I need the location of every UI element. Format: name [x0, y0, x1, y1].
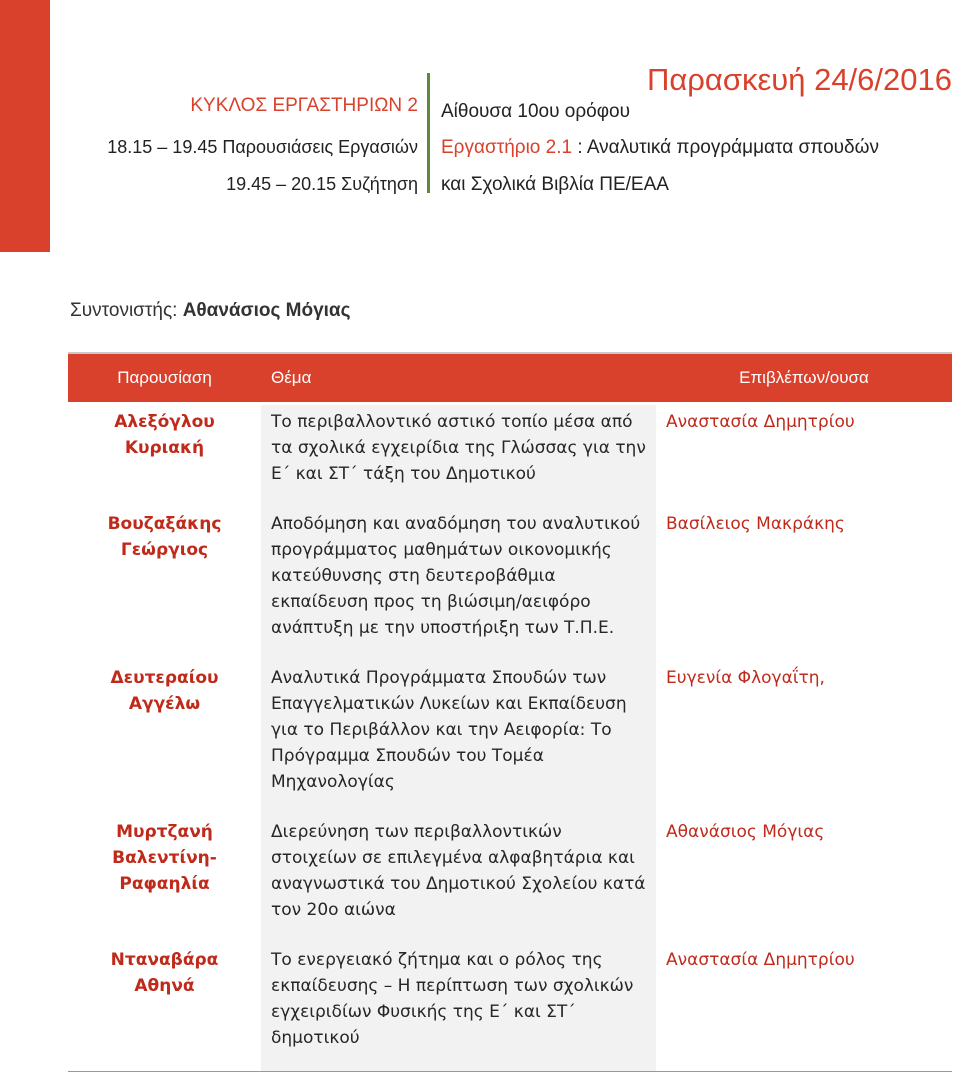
- coordinator: [70, 300, 351, 322]
- table-row: [68, 404, 952, 508]
- table-row: [68, 507, 952, 661]
- presentation-topic: Αποδόμηση και αναδόμηση του αναλυτικού προγράμματος μαθημάτων οικονομικής κατεύθυνσης στη δευτεροβάθμια εκπαίδευση προς τη βιώσιμη/αειφόρο ανάπτυξη με την υποστήριξη των Τ.Π.Ε.: [261, 507, 656, 661]
- presenter-name: Δευτεραίου Αγγέλω: [68, 661, 261, 815]
- header-separator: [427, 73, 430, 193]
- presenter-name: Βουζαξάκης Γεώργιος: [68, 507, 261, 661]
- schedule-presentations: 18.15 – 19.45 Παρουσιάσεις Εργασιών: [107, 137, 418, 157]
- program-table: [68, 352, 952, 1072]
- header-supervisor: Επιβλέπων/ουσα: [656, 353, 952, 404]
- workshop-subject-line2: και Σχολικά Βιβλία ΠΕ/ΕΑΑ: [441, 174, 669, 195]
- workshop-label: Εργαστήριο 2.1: [441, 137, 573, 158]
- presentation-topic: Το περιβαλλοντικό αστικό τοπίο μέσα από τα σχολικά εγχειρίδια της Γλώσσας για την Ε΄ και ΣΤ΄ τάξη του Δημοτικού: [261, 404, 656, 508]
- workshop-title: [441, 137, 879, 159]
- coordinator-label: Συντονιστής:: [70, 300, 183, 321]
- presenter-name: Αλεξόγλου Κυριακή: [68, 404, 261, 508]
- table-row: [68, 815, 952, 943]
- room-label: Αίθουσα 10ου ορόφου: [441, 101, 630, 122]
- schedule-discussion: 19.45 – 20.15 Συζήτηση: [226, 174, 418, 194]
- supervisor-name: Αναστασία Δημητρίου: [656, 943, 952, 1072]
- table-header-row: [68, 353, 952, 404]
- coordinator-name: Αθανάσιος Μόγιας: [182, 300, 351, 321]
- presenter-name: Μυρτζανή Βαλεντίνη-Ραφαηλία: [68, 815, 261, 943]
- table-row: [68, 661, 952, 815]
- presenter-name: Νταναβάρα Αθηνά: [68, 943, 261, 1072]
- event-date: Παρασκευή 24/6/2016: [646, 62, 952, 97]
- presentation-topic: Διερεύνηση των περιβαλλοντικών στοιχείων σε επιλεγμένα αλφαβητάρια και αναγνωστικά του Δημοτικού Σχολείου κατά τον 20ο αιώνα: [261, 815, 656, 943]
- decorative-red-bar: [0, 0, 50, 252]
- workshop-subject-line1: : Αναλυτικά προγράμματα σπουδών: [572, 137, 879, 158]
- supervisor-name: Αθανάσιος Μόγιας: [656, 815, 952, 943]
- presentation-topic: Το ενεργειακό ζήτημα και ο ρόλος της εκπαίδευσης – Η περίπτωση των σχολικών εγχειριδίων Φυσικής της Ε΄ και ΣΤ΄ δημοτικού: [261, 943, 656, 1072]
- supervisor-name: Βασίλειος Μακράκης: [656, 507, 952, 661]
- supervisor-name: Ευγενία Φλογαΐτη,: [656, 661, 952, 815]
- table-row: [68, 943, 952, 1072]
- supervisor-name: Αναστασία Δημητρίου: [656, 404, 952, 508]
- header-presentation: Παρουσίαση: [68, 353, 261, 404]
- header-topic: Θέμα: [261, 353, 656, 404]
- cycle-title: ΚΥΚΛΟΣ ΕΡΓΑΣΤΗΡΙΩΝ 2: [190, 95, 418, 116]
- presentation-topic: Αναλυτικά Προγράμματα Σπουδών των Επαγγελματικών Λυκείων και Εκπαίδευση για το Περιβάλλον και την Αειφορία: Το Πρόγραμμα Σπουδών του Τομέα Μηχανολογίας: [261, 661, 656, 815]
